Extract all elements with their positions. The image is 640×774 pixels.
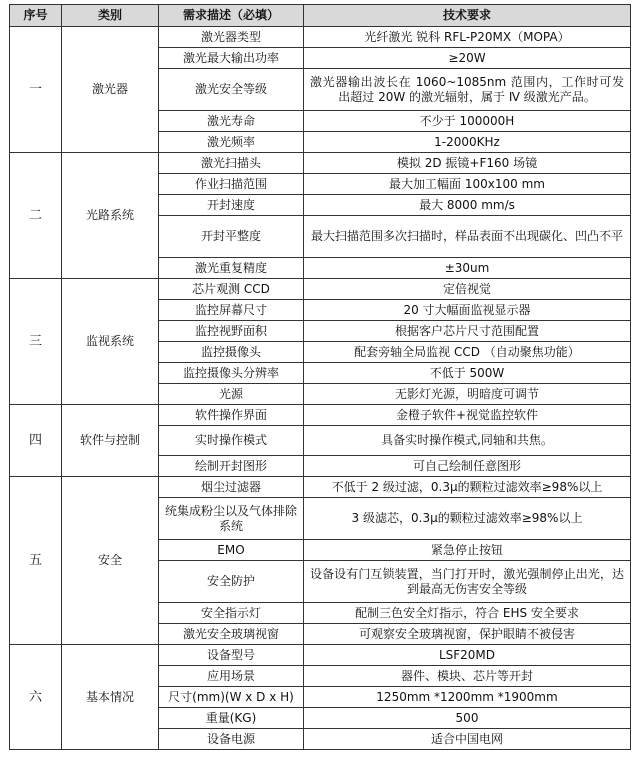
spec-cell: ±30um bbox=[304, 258, 631, 279]
item-cell: 监控摄像头分辨率 bbox=[159, 363, 304, 384]
item-cell: 安全防护 bbox=[159, 561, 304, 603]
item-cell: 安全指示灯 bbox=[159, 603, 304, 624]
item-cell: 尺寸(mm)(W x D x H) bbox=[159, 687, 304, 708]
spec-cell: 适合中国电网 bbox=[304, 729, 631, 750]
spec-cell: 激光器输出波长在 1060~1085nm 范围内，工作时可发出超过 20W 的激光辐射，属于 Ⅳ 级激光产品。 bbox=[304, 69, 631, 111]
item-cell: 芯片观测 CCD bbox=[159, 279, 304, 300]
spec-cell: 无影灯光源，明暗度可调节 bbox=[304, 384, 631, 405]
spec-table bbox=[9, 4, 631, 750]
item-cell: 重量(KG) bbox=[159, 708, 304, 729]
item-cell: 激光寿命 bbox=[159, 111, 304, 132]
group-category: 安全 bbox=[62, 477, 159, 645]
spec-cell: 定倍视觉 bbox=[304, 279, 631, 300]
item-cell: 实时操作模式 bbox=[159, 426, 304, 456]
spec-cell: 根据客户芯片尺寸范围配置 bbox=[304, 321, 631, 342]
item-cell: 软件操作界面 bbox=[159, 405, 304, 426]
group-category: 激光器 bbox=[62, 27, 159, 153]
spec-cell: 可自己绘制任意图形 bbox=[304, 456, 631, 477]
table-row bbox=[10, 477, 631, 498]
header-row bbox=[10, 5, 631, 27]
table-row bbox=[10, 405, 631, 426]
spec-cell: 不低于 500W bbox=[304, 363, 631, 384]
spec-cell: 紧急停止按钮 bbox=[304, 540, 631, 561]
item-cell: 光源 bbox=[159, 384, 304, 405]
spec-cell: 可观察安全玻璃视窗，保护眼睛不被侵害 bbox=[304, 624, 631, 645]
spec-cell: 不少于 100000H bbox=[304, 111, 631, 132]
item-cell: 激光扫描头 bbox=[159, 153, 304, 174]
group-seq: 五 bbox=[10, 477, 62, 645]
table-row bbox=[10, 645, 631, 666]
spec-cell: 20 寸大幅面监视显示器 bbox=[304, 300, 631, 321]
spec-cell: 3 级滤芯，0.3μ的颗粒过滤效率≥98%以上 bbox=[304, 498, 631, 540]
group-category: 软件与控制 bbox=[62, 405, 159, 477]
spec-cell: 模拟 2D 振镜+F160 场镜 bbox=[304, 153, 631, 174]
spec-cell: 设备设有门互锁装置，当门打开时，激光强制停止出光，达到最高无伤害安全等级 bbox=[304, 561, 631, 603]
item-cell: 监控视野面积 bbox=[159, 321, 304, 342]
spec-cell: 最大扫描范围多次扫描时，样品表面不出现碳化、凹凸不平 bbox=[304, 216, 631, 258]
group-category: 监视系统 bbox=[62, 279, 159, 405]
spec-cell: 光纤激光 锐科 RFL-P20MX（MOPA） bbox=[304, 27, 631, 48]
spec-cell: 1250mm *1200mm *1900mm bbox=[304, 687, 631, 708]
item-cell: 开封平整度 bbox=[159, 216, 304, 258]
item-cell: 激光安全玻璃视窗 bbox=[159, 624, 304, 645]
group-seq: 三 bbox=[10, 279, 62, 405]
group-seq: 二 bbox=[10, 153, 62, 279]
table-row bbox=[10, 279, 631, 300]
header-spec: 技术要求 bbox=[304, 5, 631, 27]
item-cell: 开封速度 bbox=[159, 195, 304, 216]
group-category: 基本情况 bbox=[62, 645, 159, 750]
item-cell: 激光器类型 bbox=[159, 27, 304, 48]
item-cell: 作业扫描范围 bbox=[159, 174, 304, 195]
item-cell: 激光安全等级 bbox=[159, 69, 304, 111]
spec-cell: 器件、模块、芯片等开封 bbox=[304, 666, 631, 687]
spec-cell: 配制三色安全灯指示，符合 EHS 安全要求 bbox=[304, 603, 631, 624]
header-item: 需求描述（必填） bbox=[159, 5, 304, 27]
spec-cell: 500 bbox=[304, 708, 631, 729]
header-category: 类别 bbox=[62, 5, 159, 27]
spec-cell: 最大加工幅面 100x100 mm bbox=[304, 174, 631, 195]
spec-cell: 1-2000KHz bbox=[304, 132, 631, 153]
spec-cell: 具备实时操作模式,同轴和共焦。 bbox=[304, 426, 631, 456]
spec-cell: 最大 8000 mm/s bbox=[304, 195, 631, 216]
item-cell: 激光最大输出功率 bbox=[159, 48, 304, 69]
item-cell: 设备型号 bbox=[159, 645, 304, 666]
item-cell: 激光重复精度 bbox=[159, 258, 304, 279]
spec-cell: ≥20W bbox=[304, 48, 631, 69]
spec-cell: LSF20MD bbox=[304, 645, 631, 666]
group-seq: 一 bbox=[10, 27, 62, 153]
group-seq: 四 bbox=[10, 405, 62, 477]
item-cell: 激光频率 bbox=[159, 132, 304, 153]
table-row bbox=[10, 153, 631, 174]
table-row bbox=[10, 27, 631, 48]
spec-cell: 配套旁轴全局监视 CCD （自动聚焦功能） bbox=[304, 342, 631, 363]
item-cell: EMO bbox=[159, 540, 304, 561]
item-cell: 设备电源 bbox=[159, 729, 304, 750]
item-cell: 绘制开封图形 bbox=[159, 456, 304, 477]
spec-cell: 金橙子软件+视觉监控软件 bbox=[304, 405, 631, 426]
group-category: 光路系统 bbox=[62, 153, 159, 279]
item-cell: 统集成粉尘以及气体排除系统 bbox=[159, 498, 304, 540]
item-cell: 应用场景 bbox=[159, 666, 304, 687]
item-cell: 监控屏幕尺寸 bbox=[159, 300, 304, 321]
item-cell: 烟尘过滤器 bbox=[159, 477, 304, 498]
item-cell: 监控摄像头 bbox=[159, 342, 304, 363]
group-seq: 六 bbox=[10, 645, 62, 750]
header-seq: 序号 bbox=[10, 5, 62, 27]
spec-cell: 不低于 2 级过滤，0.3μ的颗粒过滤效率≥98%以上 bbox=[304, 477, 631, 498]
